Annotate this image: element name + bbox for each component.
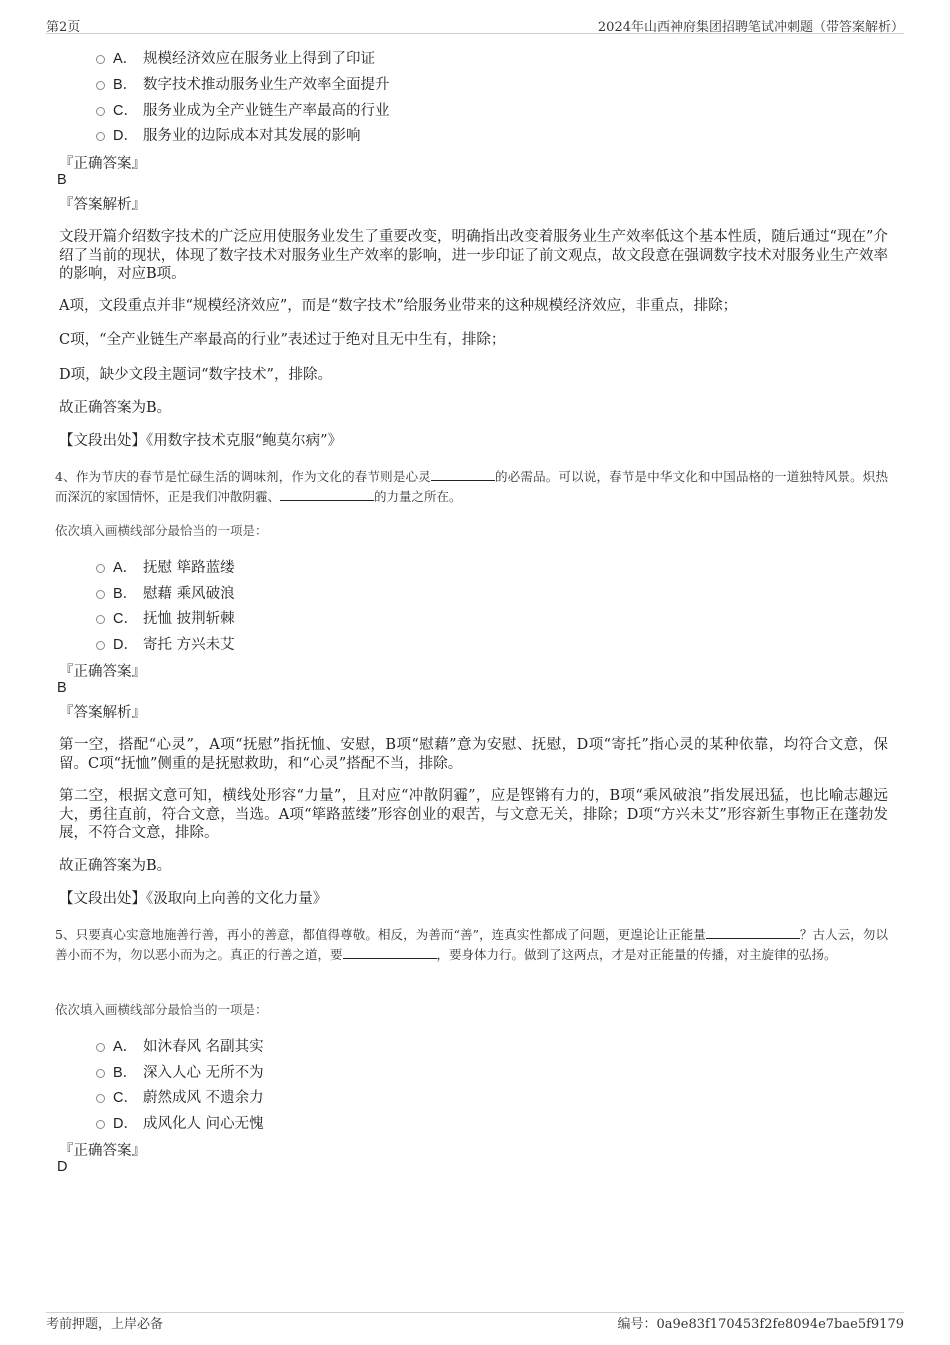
q4-option-d[interactable]: D． 寄托 方兴未艾: [96, 633, 235, 653]
q4-option-b[interactable]: B． 慰藉 乘风破浪: [96, 582, 235, 602]
q3-option-b[interactable]: B． 数字技术推动服务业生产效率全面提升: [96, 73, 390, 93]
radio-icon[interactable]: [96, 81, 105, 90]
radio-icon[interactable]: [96, 55, 105, 64]
blank-2: [280, 487, 374, 501]
q3-source: 【文段出处】《用数字技术克服“鲍莫尔病”》: [59, 433, 343, 449]
radio-icon[interactable]: [96, 615, 105, 624]
radio-icon[interactable]: [96, 1120, 105, 1129]
footer-serial: 编号：0a9e83f170453f2fe8094e7bae5f9179: [617, 1317, 904, 1332]
q4-instruction: 依次填入画横线部分最恰当的一项是：: [55, 523, 268, 538]
radio-icon[interactable]: [96, 107, 105, 116]
q3-analysis-p5: 故正确答案为B。: [59, 400, 172, 416]
radio-icon[interactable]: [96, 590, 105, 599]
q4-answer-label: 『正确答案』: [59, 664, 146, 680]
blank-1: [431, 467, 495, 481]
q5-stem: 5、只要真心实意地施善行善，再小的善意，都值得尊敬。相反，为善而“善”，连真实性都成了问题，更遑论让正能量 ？古人云，勿以善小而不为，勿以恶小而为之。真正的行善之道，要 ，要身体力行。做到了这两点，才是对正能量的传播，对主旋律的弘扬。: [55, 927, 888, 962]
q3-option-c[interactable]: C． 服务业成为全产业链生产率最高的行业: [96, 99, 390, 119]
blank-2: [343, 945, 437, 959]
q5-option-a[interactable]: A． 如沐春风 名副其实: [96, 1035, 264, 1055]
q5-answer-label: 『正确答案』: [59, 1143, 146, 1159]
radio-icon[interactable]: [96, 1043, 105, 1052]
q4-analysis-p2: 第二空，根据文意可知，横线处形容“力量”，且对应“冲散阴霾”，应是铿锵有力的，B项“乘风破浪”指发展迅猛，也比喻志趣远大，勇往直前，符合文意，当选。A项“筚路蓝缕”形容创业的艰苦，与文意无关，排除；D项“方兴未艾”形容新生事物正在蓬勃发展，不符合文意，排除。: [59, 788, 888, 841]
radio-icon[interactable]: [96, 1069, 105, 1078]
q5-option-c[interactable]: C． 蔚然成风 不遗余力: [96, 1086, 264, 1106]
blank-1: [706, 925, 800, 939]
q4-analysis-p1: 第一空，搭配“心灵”，A项“抚慰”指抚恤、安慰，B项“慰藉”意为安慰、抚慰，D项“寄托”指心灵的某种依靠，均符合文意，保留。C项“抚恤”侧重的是抚慰救助，和“心灵”搭配不当，排除。: [59, 737, 888, 772]
q3-answer-label: 『正确答案』: [59, 156, 146, 172]
header-divider: [46, 33, 904, 34]
q4-option-a[interactable]: A． 抚慰 筚路蓝缕: [96, 556, 235, 576]
radio-icon[interactable]: [96, 1094, 105, 1103]
q4-analysis-label: 『答案解析』: [59, 705, 146, 721]
page-number: 第2页: [46, 20, 81, 35]
q4-analysis-p3: 故正确答案为B。: [59, 858, 172, 874]
q5-option-b[interactable]: B． 深入人心 无所不为: [96, 1061, 264, 1081]
radio-icon[interactable]: [96, 641, 105, 650]
q3-answer: B: [57, 172, 67, 188]
q3-analysis-label: 『答案解析』: [59, 197, 146, 213]
q3-analysis-p1: 文段开篇介绍数字技术的广泛应用使服务业发生了重要改变，明确指出改变着服务业生产效率低这个基本性质，随后通过“现在”介绍了当前的现状，体现了数字技术对服务业生产效率的影响，进一步印证了前文观点，故文段意在强调数字技术对服务业生产效率的影响，对应B项。: [59, 229, 888, 282]
q4-answer: B: [57, 680, 67, 696]
q3-analysis-p2: A项，文段重点并非“规模经济效应”，而是“数字技术”给服务业带来的这种规模经济效应，非重点，排除；: [59, 298, 738, 314]
document-title: 2024年山西神府集团招聘笔试冲刺题（带答案解析）: [597, 20, 904, 35]
q3-option-a[interactable]: A． 规模经济效应在服务业上得到了印证: [96, 47, 375, 67]
q3-analysis-p3: C项，“全产业链生产率最高的行业”表述过于绝对且无中生有，排除；: [59, 332, 506, 348]
q5-option-d[interactable]: D． 成风化人 问心无愧: [96, 1112, 264, 1132]
footer-slogan: 考前押题，上岸必备: [46, 1317, 164, 1332]
q4-option-c[interactable]: C． 抚恤 披荆斩棘: [96, 607, 235, 627]
q5-answer: D: [57, 1159, 68, 1175]
radio-icon[interactable]: [96, 564, 105, 573]
q3-analysis-p4: D项，缺少文段主题词“数字技术”，排除。: [59, 367, 332, 383]
q4-stem: 4、作为节庆的春节是忙碌生活的调味剂，作为文化的春节则是心灵 的必需品。可以说，春节是中华文化和中国品格的一道独特风景。炽热而深沉的家国情怀，正是我们冲散阴霾、 的力量之所在。: [55, 469, 888, 504]
radio-icon[interactable]: [96, 132, 105, 141]
q5-instruction: 依次填入画横线部分最恰当的一项是：: [55, 1002, 268, 1017]
q3-option-d[interactable]: D． 服务业的边际成本对其发展的影响: [96, 124, 361, 144]
q4-source: 【文段出处】《汲取向上向善的文化力量》: [59, 891, 328, 907]
